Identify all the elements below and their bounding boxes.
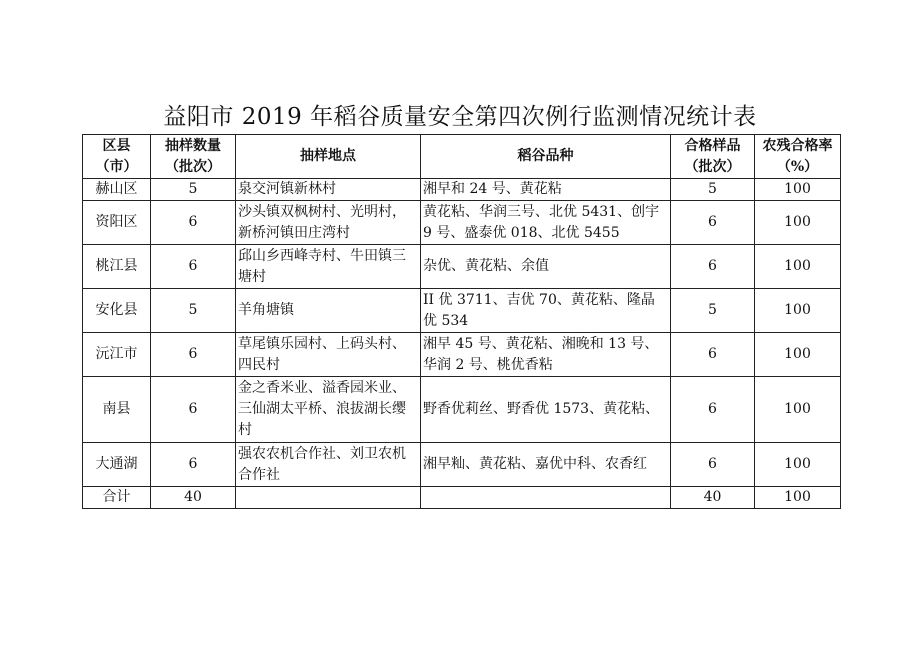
cell-rate: 100 — [755, 179, 841, 201]
header-county: 区县 （市） — [83, 135, 151, 179]
cell-qualified: 5 — [671, 289, 755, 333]
cell-location: 邱山乡西峰寺村、牛田镇三塘村 — [236, 245, 421, 289]
cell-rate: 100 — [755, 377, 841, 443]
cell-variety: 湘早籼、黄花粘、嘉优中科、农香红 — [421, 443, 671, 487]
cell-rate: 100 — [755, 201, 841, 245]
cell-county: 资阳区 — [83, 201, 151, 245]
total-rate: 100 — [755, 487, 841, 509]
cell-location: 羊角塘镇 — [236, 289, 421, 333]
cell-county: 赫山区 — [83, 179, 151, 201]
table-row — [83, 289, 841, 333]
table-row — [83, 179, 841, 201]
total-label: 合计 — [83, 487, 151, 509]
cell-location: 草尾镇乐园村、上码头村、四民村 — [236, 333, 421, 377]
total-qualified: 40 — [671, 487, 755, 509]
cell-variety: 黄花粘、华润三号、北优 5431、创宇 9 号、盛泰优 018、北优 5455 — [421, 201, 671, 245]
cell-location: 强农农机合作社、刘卫农机合作社 — [236, 443, 421, 487]
cell-county: 南县 — [83, 377, 151, 443]
cell-county: 安化县 — [83, 289, 151, 333]
cell-county: 桃江县 — [83, 245, 151, 289]
header-sample-count: 抽样数量 （批次） — [151, 135, 236, 179]
cell-qualified: 6 — [671, 333, 755, 377]
cell-county: 大通湖 — [83, 443, 151, 487]
cell-qualified: 5 — [671, 179, 755, 201]
header-pass-rate: 农残合格率 （%） — [755, 135, 841, 179]
header-row — [83, 135, 841, 179]
table-row — [83, 201, 841, 245]
total-count: 40 — [151, 487, 236, 509]
page-title: 益阳市 2019 年稻谷质量安全第四次例行监测情况统计表 — [163, 104, 757, 130]
cell-county: 沅江市 — [83, 333, 151, 377]
total-variety — [421, 487, 671, 509]
cell-rate: 100 — [755, 443, 841, 487]
cell-qualified: 6 — [671, 377, 755, 443]
cell-count: 6 — [151, 333, 236, 377]
cell-count: 6 — [151, 245, 236, 289]
cell-location: 泉交河镇新林村 — [236, 179, 421, 201]
table-row — [83, 443, 841, 487]
cell-count: 6 — [151, 443, 236, 487]
cell-variety: 湘早 45 号、黄花粘、湘晚和 13 号、华润 2 号、桃优香粘 — [421, 333, 671, 377]
cell-qualified: 6 — [671, 201, 755, 245]
cell-variety: 湘早和 24 号、黄花粘 — [421, 179, 671, 201]
cell-count: 6 — [151, 201, 236, 245]
cell-qualified: 6 — [671, 443, 755, 487]
cell-count: 6 — [151, 377, 236, 443]
cell-rate: 100 — [755, 245, 841, 289]
cell-variety: II 优 3711、吉优 70、黄花粘、隆晶优 534 — [421, 289, 671, 333]
header-qualified: 合格样品 （批次） — [671, 135, 755, 179]
cell-rate: 100 — [755, 333, 841, 377]
cell-count: 5 — [151, 289, 236, 333]
cell-rate: 100 — [755, 289, 841, 333]
table-row — [83, 333, 841, 377]
cell-variety: 野香优莉丝、野香优 1573、黄花粘、 — [421, 377, 671, 443]
total-row — [83, 487, 841, 509]
total-location — [236, 487, 421, 509]
cell-qualified: 6 — [671, 245, 755, 289]
cell-location: 沙头镇双枫树村、光明村，新桥河镇田庄湾村 — [236, 201, 421, 245]
table-row — [83, 245, 841, 289]
cell-location: 金之香米业、溢香园米业、三仙湖太平桥、浪拔湖长缨村 — [236, 377, 421, 443]
cell-variety: 杂优、黄花粘、余值 — [421, 245, 671, 289]
header-variety: 稻谷品种 — [421, 135, 671, 179]
statistics-table — [82, 134, 841, 509]
cell-count: 5 — [151, 179, 236, 201]
header-location: 抽样地点 — [236, 135, 421, 179]
table-row — [83, 377, 841, 443]
